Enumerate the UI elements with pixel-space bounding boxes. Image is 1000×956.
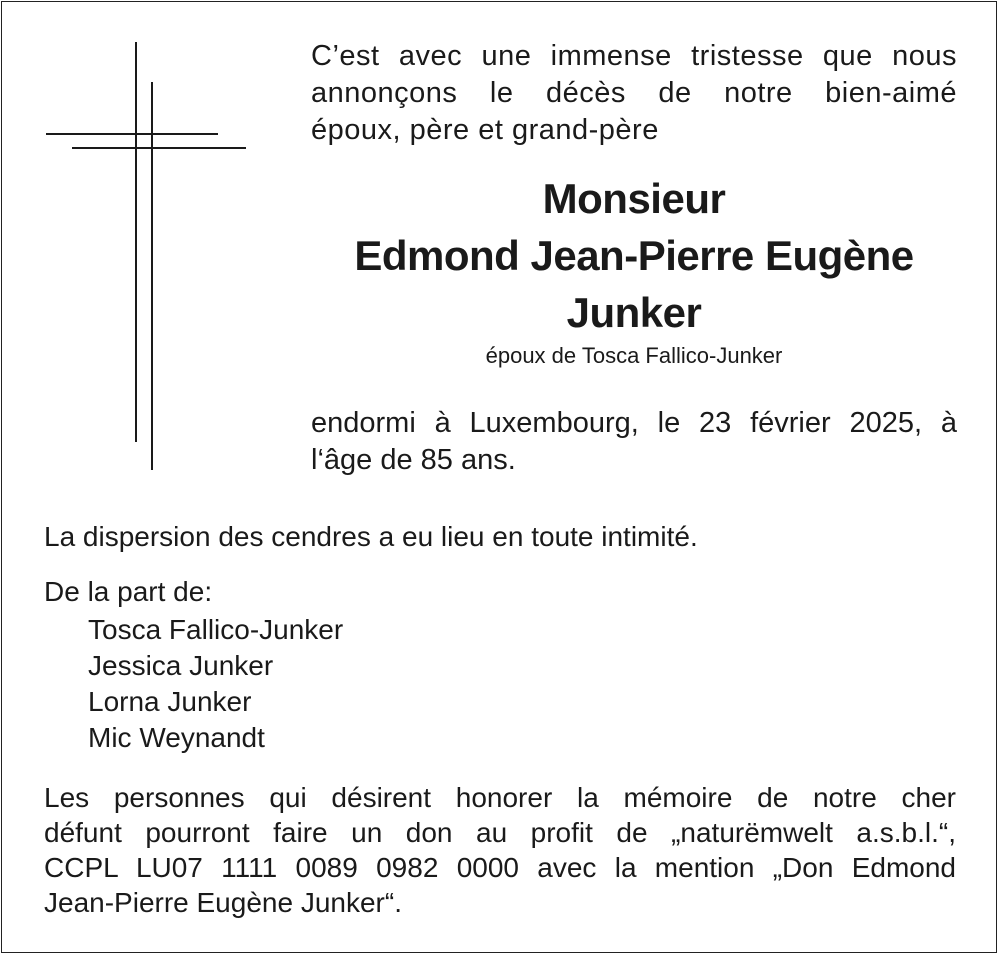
deceased-given-names: Edmond Jean-Pierre Eugène bbox=[354, 232, 914, 279]
family-member: Tosca Fallico-Junker bbox=[88, 614, 344, 645]
donation-line-1: Les personnes qui désirent honorer la mémoire de notre cher bbox=[44, 782, 956, 813]
announcement-intro bbox=[311, 38, 957, 149]
deceased-surname: Junker bbox=[566, 289, 702, 336]
death-notice bbox=[311, 405, 957, 479]
family-member: Lorna Junker bbox=[88, 686, 252, 717]
family-list bbox=[88, 612, 343, 756]
intro-line-2: annonçons le décès de notre bien-aimé bbox=[311, 77, 957, 109]
spouse-line: époux de Tosca Fallico-Junker bbox=[485, 343, 783, 368]
intro-line-3: époux, père et grand-père bbox=[311, 114, 659, 146]
death-line-2: l‘âge de 85 ans. bbox=[311, 444, 516, 476]
deceased-name bbox=[311, 170, 957, 341]
donation-line-3: CCPL LU07 1111 0089 0982 0000 avec la mention „Don Edmond bbox=[44, 852, 956, 883]
family-member: Jessica Junker bbox=[88, 650, 274, 681]
donation-line-4: Jean-Pierre Eugène Junker“. bbox=[44, 887, 402, 918]
from-label: De la part de: bbox=[44, 576, 213, 607]
intro-line-1: C’est avec une immense tristesse que nous bbox=[311, 40, 957, 72]
deceased-title: Monsieur bbox=[542, 175, 726, 222]
dispersion-text: La dispersion des cendres a eu lieu en toute intimité. bbox=[44, 521, 698, 552]
family-member: Mic Weynandt bbox=[88, 722, 265, 753]
death-line-1: endormi à Luxembourg, le 23 février 2025, à bbox=[311, 407, 957, 439]
donation-line-2: défunt pourront faire un don au profit de „naturëmwelt a.s.b.l.“, bbox=[44, 817, 956, 848]
double-line-cross-icon bbox=[0, 0, 260, 480]
donation-paragraph bbox=[44, 780, 956, 920]
